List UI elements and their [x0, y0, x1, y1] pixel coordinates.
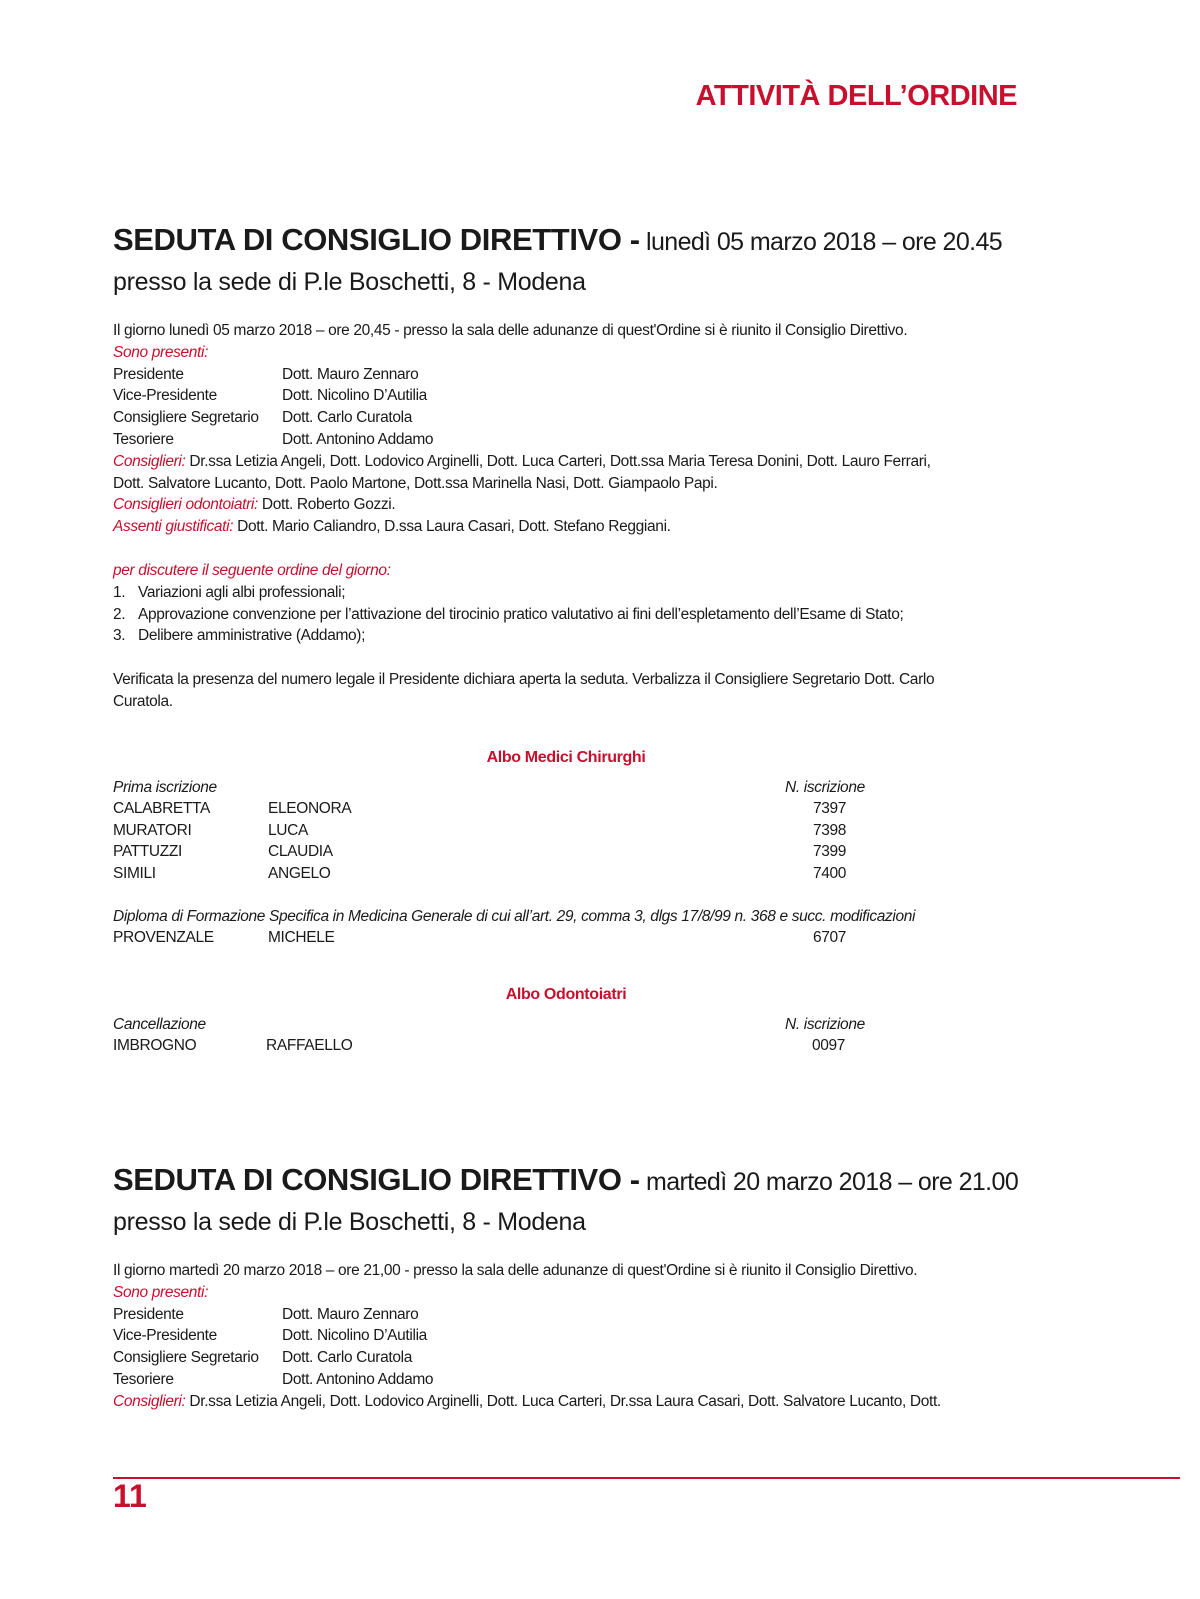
- officer-row: Vice-Presidente Dott. Nicolino D’Autilia: [113, 387, 427, 405]
- meeting-intro: Il giorno martedì 20 marzo 2018 – ore 21,00 - presso la sala delle adunanze di quest'Ordine si è riunito il Consiglio Direttivo.: [113, 1262, 918, 1279]
- verification-text: Curatola.: [113, 692, 173, 710]
- registry-row: PATTUZZI CLAUDIA 7399: [113, 843, 847, 861]
- officer-row: Vice-Presidente Dott. Nicolino D’Autilia: [113, 1327, 427, 1345]
- albo-medici-title: Albo Medici Chirurghi: [486, 748, 646, 766]
- present-label: Sono presenti:: [113, 1283, 209, 1301]
- meeting-title-bold: SEDUTA DI CONSIGLIO DIRETTIVO -: [113, 1162, 640, 1197]
- agenda-item: 3. Delibere amministrative (Addamo);: [113, 627, 366, 645]
- present-label: Sono presenti:: [113, 343, 209, 361]
- meeting-body: [113, 320, 1023, 1057]
- meeting-title: [113, 222, 1023, 264]
- agenda-item: 2. Approvazione convenzione per l’attivazione del tirocinio pratico valutativo ai fini dell’espletamento dell’Esame di Stato;: [113, 605, 904, 623]
- registry-header: Prima iscrizione N. iscrizione: [113, 778, 865, 796]
- meeting-title-bold: SEDUTA DI CONSIGLIO DIRETTIVO -: [113, 222, 640, 257]
- albo-odontoiatri-title: Albo Odontoiatri: [505, 985, 627, 1003]
- dental-councillors: Consiglieri odontoiatri: Dott. Roberto Gozzi.: [113, 496, 396, 514]
- registry-row: CALABRETTA ELEONORA 7397: [113, 800, 847, 818]
- officer-row: Presidente Dott. Mauro Zennaro: [113, 365, 419, 383]
- officer-row: Tesoriere Dott. Antonino Addamo: [113, 430, 434, 448]
- footer-divider: [113, 1477, 1180, 1479]
- page-number: 11: [113, 1478, 147, 1514]
- meeting-1: [113, 222, 1023, 1057]
- meeting-intro: Il giorno lunedì 05 marzo 2018 – ore 20,45 - presso la sala delle adunanze di quest'Ordine si è riunito il Consiglio Direttivo.: [113, 322, 908, 339]
- registry-row: IMBROGNO RAFFAELLO 0097: [113, 1037, 846, 1055]
- agenda-item: 1. Variazioni agli albi professionali;: [113, 583, 346, 601]
- meeting-body: [113, 1260, 1023, 1413]
- section-header: ATTIVITÀ DELL’ORDINE: [695, 80, 1017, 112]
- officer-row: Tesoriere Dott. Antonino Addamo: [113, 1370, 434, 1388]
- registry-row: MURATORI LUCA 7398: [113, 821, 847, 839]
- officer-row: Consigliere Segretario Dott. Carlo Curatola: [113, 1349, 412, 1367]
- registry-row: PROVENZALE MICHELE 6707: [113, 929, 847, 947]
- meeting-2: [113, 1162, 1023, 1413]
- officer-row: Presidente Dott. Mauro Zennaro: [113, 1305, 419, 1323]
- absent-line: Assenti giustificati: Dott. Mario Caliandro, D.ssa Laura Casari, Dott. Stefano Reggiani.: [113, 518, 671, 536]
- meeting-location: presso la sede di P.le Boschetti, 8 - Modena: [113, 268, 586, 296]
- verification-text: Verificata la presenza del numero legale il Presidente dichiara aperta la seduta. Verbalizza il Consigliere Segretario Dott. Carlo: [113, 671, 935, 689]
- meeting-title: [113, 1162, 1023, 1204]
- registry-header: Cancellazione N. iscrizione: [113, 1015, 865, 1033]
- meeting-title-date: martedì 20 marzo 2018 – ore 21.00: [639, 1168, 1019, 1196]
- meeting-title-date: lunedì 05 marzo 2018 – ore 20.45: [639, 228, 1003, 256]
- officer-row: Consigliere Segretario Dott. Carlo Curatola: [113, 409, 412, 427]
- meeting-location: presso la sede di P.le Boschetti, 8 - Modena: [113, 1208, 586, 1236]
- diploma-label: Diploma di Formazione Specifica in Medicina Generale di cui all’art. 29, comma 3, dlgs 17/8/99 n. 368 e succ. modificazioni: [113, 907, 916, 925]
- councillors-line: Consiglieri: Dr.ssa Letizia Angeli, Dott. Lodovico Arginelli, Dott. Luca Carteri, Dr.ssa Laura Casari, Dott. Salvatore Lucanto, Dott.: [113, 1392, 941, 1410]
- councillors-line: Consiglieri: Dr.ssa Letizia Angeli, Dott. Lodovico Arginelli, Dott. Luca Carteri, Dott.ssa Maria Teresa Donini, Dott. Lauro Ferrari,: [113, 452, 931, 470]
- councillors-line: Dott. Salvatore Lucanto, Dott. Paolo Martone, Dott.ssa Marinella Nasi, Dott. Giampaolo Papi.: [113, 474, 718, 492]
- registry-row: SIMILI ANGELO 7400: [113, 864, 847, 882]
- agenda-label: per discutere il seguente ordine del giorno:: [113, 561, 391, 579]
